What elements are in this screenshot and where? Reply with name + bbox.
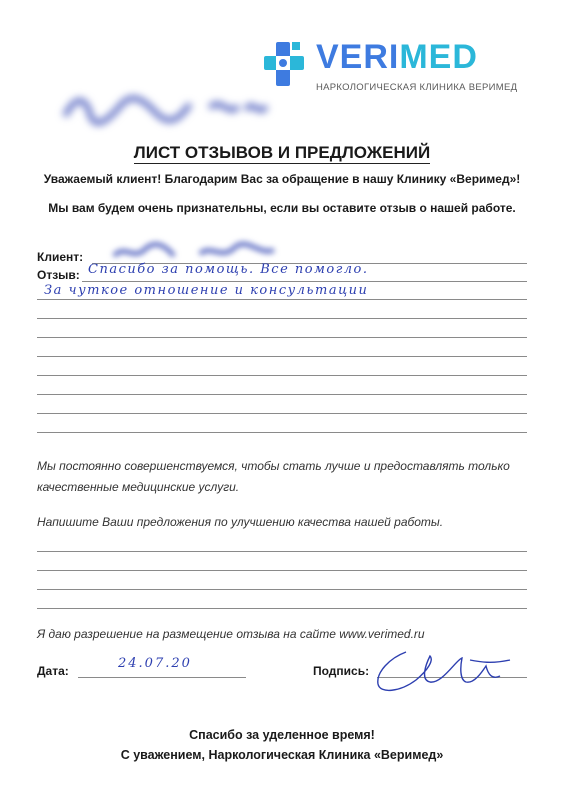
signature-label: Подпись: bbox=[313, 664, 370, 678]
redacted-handwriting bbox=[60, 88, 270, 128]
review-line-2 bbox=[37, 299, 527, 300]
suggestion-line-1 bbox=[37, 551, 527, 552]
brand-part-med: MED bbox=[399, 38, 478, 76]
brand-part-veri: VERI bbox=[316, 38, 400, 76]
brand-subtitle: НАРКОЛОГИЧЕСКАЯ КЛИНИКА ВЕРИМЕД bbox=[316, 82, 518, 93]
date-line bbox=[78, 677, 246, 678]
footer-thanks: Спасибо за уделенное время! bbox=[189, 728, 375, 742]
review-handwritten-2: За чуткое отношение и консультации bbox=[44, 283, 369, 298]
date-value: 24.07.20 bbox=[118, 656, 192, 671]
review-handwritten-1: Спасибо за помощь. Все помогло. bbox=[88, 262, 369, 277]
suggestion-line-3 bbox=[37, 589, 527, 590]
intro-line-2: Мы вам будем очень признательны, если вы оставите отзыв о нашей работе. bbox=[48, 201, 516, 215]
permission-text: Я даю разрешение на размещение отзыва на сайте www.verimed.ru bbox=[37, 627, 425, 641]
client-label: Клиент: bbox=[37, 250, 84, 264]
signature-drawing bbox=[370, 640, 520, 700]
footer-regards: С уважением, Наркологическая Клиника «Веримед» bbox=[120, 748, 444, 762]
improvement-note-1: Мы постоянно совершенствуемся, чтобы стать лучше и предоставлять только bbox=[37, 459, 510, 473]
review-line-9 bbox=[37, 432, 527, 433]
review-line-6 bbox=[37, 375, 527, 376]
redacted-client-name bbox=[110, 240, 280, 264]
review-line-7 bbox=[37, 394, 527, 395]
review-line-8 bbox=[37, 413, 527, 414]
review-line-5 bbox=[37, 356, 527, 357]
verimed-logo-icon bbox=[262, 40, 310, 88]
review-label: Отзыв: bbox=[37, 268, 80, 282]
review-line-3 bbox=[37, 318, 527, 319]
suggestion-line-4 bbox=[37, 608, 527, 609]
suggestion-line-2 bbox=[37, 570, 527, 571]
improvement-note-2: качественные медицинские услуги. bbox=[37, 480, 240, 494]
review-line-1 bbox=[82, 281, 527, 282]
improvement-prompt: Напишите Ваши предложения по улучшению качества нашей работы. bbox=[37, 515, 444, 529]
page-title: ЛИСТ ОТЗЫВОВ И ПРЕДЛОЖЕНИЙ bbox=[133, 143, 431, 162]
intro-line-1: Уважаемый клиент! Благодарим Вас за обращение в нашу Клинику «Веримед»! bbox=[43, 172, 521, 186]
brand-name bbox=[316, 38, 478, 77]
review-line-4 bbox=[37, 337, 527, 338]
date-label: Дата: bbox=[37, 664, 69, 678]
